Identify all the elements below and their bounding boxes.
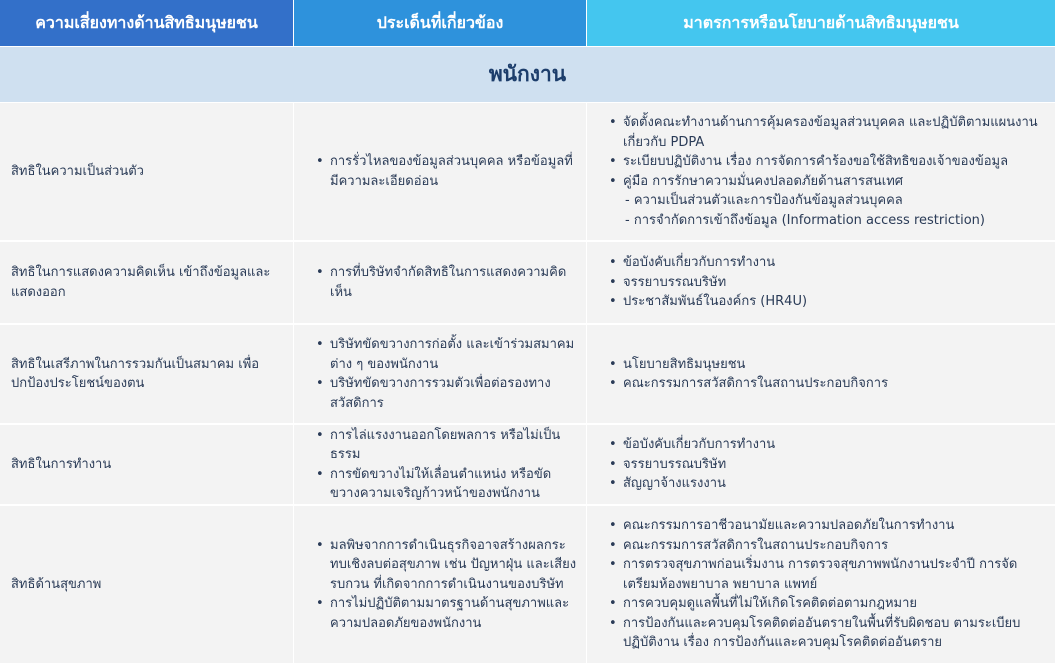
- issues-list: [316, 536, 580, 634]
- sub-list-item: - การจำกัดการเข้าถึงข้อมูล (Information access restriction): [625, 212, 985, 228]
- risk-text: สิทธิในความเป็นส่วนตัว: [11, 163, 144, 179]
- issues-list: [316, 152, 580, 191]
- list-item: • คณะกรรมการสวัสดิการในสถานประกอบกิจการ: [609, 536, 1049, 556]
- sub-list-item: - ความเป็นส่วนตัวและการป้องกันข้อมูลส่วนบุคคล: [625, 193, 903, 208]
- list-item: • การรั่วไหลของข้อมูลส่วนบุคคล หรือข้อมูลที่มีความละเอียดอ่อน: [316, 152, 580, 191]
- list-item: • การไม่ปฏิบัติตามมาตรฐานด้านสุขภาพและความปลอดภัยของพนักงาน: [316, 594, 580, 633]
- list-item: • การขัดขวางไม่ให้เลื่อนตำแหน่ง หรือขัดขวางความเจริญก้าวหน้าของพนักงาน: [316, 465, 580, 504]
- issues-cell: [294, 103, 586, 240]
- risk-text: สิทธิในการแสดงความคิดเห็น เข้าถึงข้อมูลและแสดงออก: [11, 265, 271, 300]
- issues-cell: [294, 506, 586, 663]
- list-item: • การไล่แรงงานออกโดยพลการ หรือไม่เป็นธรรม: [316, 426, 580, 465]
- list-item: • ระเบียบปฏิบัติงาน เรื่อง การจัดการคำร้องขอใช้สิทธิของเจ้าของข้อมูล: [609, 152, 1049, 172]
- list-item: • การป้องกันและควบคุมโรคติดต่ออันตรายในพื้นที่รับผิดชอบ ตามระเบียบปฏิบัติงาน เรื่อง การป้องกันและควบคุมโรคติดต่ออันตราย: [609, 614, 1049, 653]
- header-risk: ความเสี่ยงทางด้านสิทธิมนุษยชน: [0, 0, 293, 46]
- list-item: • จัดตั้งคณะทำงานด้านการคุ้มครองข้อมูลส่วนบุคคล และปฏิบัติตามแผนงานเกี่ยวกับ PDPA: [609, 113, 1049, 152]
- list-item: • การควบคุมดูแลพื้นที่ไม่ให้เกิดโรคติดต่อตามกฎหมาย: [609, 594, 1049, 614]
- section-title: พนักงาน: [0, 47, 1055, 102]
- risk-cell: [0, 506, 293, 663]
- header-measures: มาตรการหรือนโยบายด้านสิทธิมนุษยชน: [587, 0, 1055, 46]
- measures-list: [609, 113, 1049, 230]
- measures-list: [609, 253, 807, 312]
- issues-cell: [294, 242, 586, 323]
- risk-text: สิทธิในเสรีภาพในการรวมกันเป็นสมาคม เพื่อปกป้องประโยชน์ของตน: [11, 356, 260, 391]
- measures-cell: [587, 506, 1055, 663]
- list-item: • ประชาสัมพันธ์ในองค์กร (HR4U): [609, 292, 807, 312]
- list-item: • ข้อบังคับเกี่ยวกับการทำงาน: [609, 253, 807, 273]
- risk-cell: [0, 325, 293, 423]
- header-issues: ประเด็นที่เกี่ยวข้อง: [294, 0, 586, 46]
- list-item: • สัญญาจ้างแรงงาน: [609, 474, 775, 494]
- list-item: • ข้อบังคับเกี่ยวกับการทำงาน: [609, 435, 775, 455]
- measures-cell: [587, 425, 1055, 504]
- list-item: • บริษัทขัดขวางการรวมตัวเพื่อต่อรองทางสวัสดิการ: [316, 374, 580, 413]
- measures-cell: [587, 103, 1055, 240]
- issues-cell: [294, 325, 586, 423]
- list-item: • จรรยาบรรณบริษัท: [609, 273, 807, 293]
- measures-list: [609, 435, 775, 494]
- measures-cell: [587, 325, 1055, 423]
- measures-list: [609, 516, 1049, 653]
- issues-cell: [294, 425, 586, 504]
- list-item: • การที่บริษัทจำกัดสิทธิในการแสดงความคิดเห็น: [316, 263, 580, 302]
- list-item: • จรรยาบรรณบริษัท: [609, 455, 775, 475]
- list-item: • คณะกรรมการสวัสดิการในสถานประกอบกิจการ: [609, 374, 888, 394]
- risk-text: สิทธิด้านสุขภาพ: [11, 576, 102, 592]
- issues-list: [316, 426, 580, 504]
- measures-list: [609, 355, 888, 394]
- risk-text: สิทธิในการทำงาน: [11, 456, 112, 472]
- list-item: • คณะกรรมการอาชีวอนามัยและความปลอดภัยในการทำงาน: [609, 516, 1049, 536]
- measures-cell: [587, 242, 1055, 323]
- list-item: • นโยบายสิทธิมนุษยชน: [609, 355, 888, 375]
- list-item: • บริษัทขัดขวางการก่อตั้ง และเข้าร่วมสมาคมต่าง ๆ ของพนักงาน: [316, 335, 580, 374]
- risk-cell: [0, 242, 293, 323]
- issues-list: [316, 335, 580, 413]
- risk-cell: [0, 103, 293, 240]
- list-item: • มลพิษจากการดำเนินธุรกิจอาจสร้างผลกระทบเชิงลบต่อสุขภาพ เช่น ปัญหาฝุ่น และเสียงรบกวน ที่เกิดจากการดำเนินงานของบริษัท: [316, 536, 580, 595]
- list-item: • คู่มือ การรักษาความมั่นคงปลอดภัยด้านสารสนเทศ: [609, 172, 1049, 192]
- list-item: • การตรวจสุขภาพก่อนเริ่มงาน การตรวจสุขภาพพนักงานประจำปี การจัดเตรียมห้องพยาบาล พยาบาล แพทย์: [609, 555, 1049, 594]
- risk-cell: [0, 425, 293, 504]
- issues-list: [316, 263, 580, 302]
